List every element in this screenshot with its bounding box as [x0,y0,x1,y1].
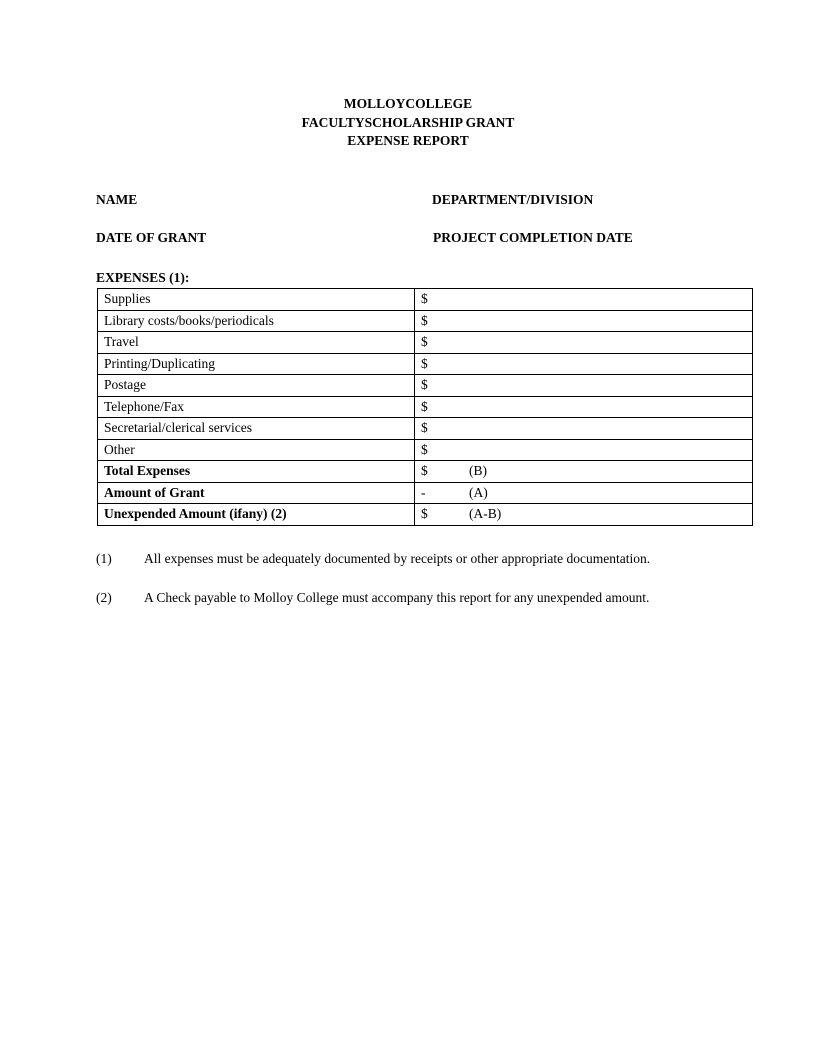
currency-symbol: $ [421,398,428,414]
amount-ref: (A) [469,484,488,500]
footnote-1 [96,551,650,567]
expense-label: Library costs/books/periodicals [98,310,415,332]
expenses-table [97,288,753,526]
expense-label: Unexpended Amount (ifany) (2) [98,504,415,526]
expense-label: Telephone/Fax [98,396,415,418]
footnote-number: (2) [96,590,112,605]
footnote-number: (1) [96,551,112,566]
expense-row-telephone [98,396,753,418]
expense-row-postage [98,375,753,397]
amount-ref: (A-B) [469,506,502,522]
report-title: EXPENSE REPORT [347,133,469,148]
expense-row-printing [98,353,753,375]
currency-symbol: $ [421,291,428,307]
expense-amount-cell[interactable] [415,461,753,483]
expense-label: Printing/Duplicating [98,353,415,375]
expense-amount-cell[interactable] [415,504,753,526]
currency-symbol: $ [421,506,428,522]
expense-label: Other [98,439,415,461]
currency-symbol: $ [421,420,428,436]
currency-symbol: $ [421,463,428,479]
expense-label: Supplies [98,289,415,311]
currency-symbol: $ [421,334,428,350]
expense-amount-cell[interactable] [415,353,753,375]
college-name: MOLLOYCOLLEGE [343,96,473,111]
expense-row-supplies [98,289,753,311]
currency-symbol: - [421,484,426,500]
expense-amount-cell[interactable] [415,439,753,461]
name-label: NAME [96,192,138,207]
expense-row-grant [98,482,753,504]
currency-symbol: $ [421,355,428,371]
completion-date-label: PROJECT COMPLETION DATE [433,230,633,245]
amount-ref: (B) [469,463,487,479]
expenses-title: EXPENSES (1): [96,270,190,285]
expense-label: Total Expenses [98,461,415,483]
expense-amount-cell[interactable] [415,310,753,332]
expense-amount-cell[interactable] [415,418,753,440]
footnote-text: A Check payable to Molloy College must accompany this report for any unexpended amount. [144,590,650,605]
expense-amount-cell[interactable] [415,289,753,311]
expense-row-unexpended [98,504,753,526]
expense-amount-cell[interactable] [415,482,753,504]
footnote-2 [96,590,649,606]
expense-row-library [98,310,753,332]
grant-name: FACULTYSCHOLARSHIP GRANT [301,114,515,130]
expense-row-total [98,461,753,483]
currency-symbol: $ [421,441,428,457]
expense-label: Postage [98,375,415,397]
department-label: DEPARTMENT/DIVISION [432,192,594,207]
currency-symbol: $ [421,312,428,328]
date-of-grant-label: DATE OF GRANT [96,230,207,245]
footnote-text: All expenses must be adequately documented by receipts or other appropriate documentation. [144,551,651,566]
expense-row-secretarial [98,418,753,440]
currency-symbol: $ [421,377,428,393]
expense-row-other [98,439,753,461]
expense-amount-cell[interactable] [415,375,753,397]
expense-label: Secretarial/clerical services [98,418,415,440]
expense-label: Amount of Grant [98,482,415,504]
expense-amount-cell[interactable] [415,332,753,354]
report-header [0,95,816,151]
expense-row-travel [98,332,753,354]
expense-amount-cell[interactable] [415,396,753,418]
expense-label: Travel [98,332,415,354]
